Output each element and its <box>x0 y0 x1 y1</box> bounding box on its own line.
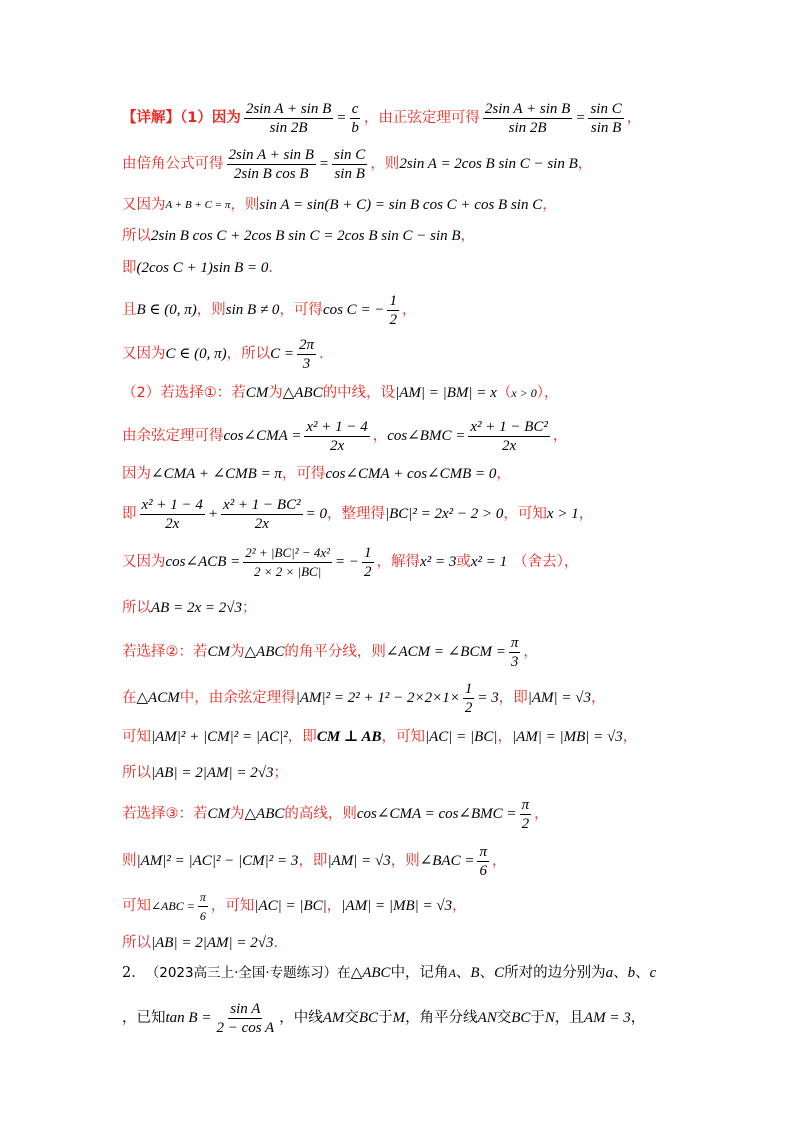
solution-line-20: 可知 ∠ABC = $\frac{\pi}{6}$ ，可知 |AC| = |BC| ， |AM| = |MB| = √3 ， <box>122 889 467 923</box>
fraction: $\frac{1}{2}$ <box>464 680 473 716</box>
fraction: $\frac{\pi}{6}$ <box>199 889 206 923</box>
fraction: $\frac{\pi}{2}$ <box>521 796 530 832</box>
problem-source: （2023高三上·全国·专题练习）在 <box>145 965 351 981</box>
solution-line-15: 在 △ACM 中，由余弦定理得 |AM|² = 2² + 1² − 2×2×1× $\frac{1}{2}$ = 3 ，即 |AM| = √3 ， <box>122 680 606 716</box>
fraction: $\frac{\text{sin C}}{\text{sin B}}$ <box>334 146 366 182</box>
fraction: $\frac{\pi}{3}$ <box>510 634 519 670</box>
problem-2-line-2: ，已知 tan B = $\frac{\text{sin A}}{\text{2 − cos A}}$ ，中线 AM 交 BC 于 M ，角平分线 AN 交 BC 于 N ，且 AM = 3 ， <box>122 1000 646 1036</box>
solution-line-16: 可知 |AM|² + |CM|² = |AC|² ，即 CM ⊥ AB ，可知 |AC| = |BC| ， |AM| = |MB| = √3 ， <box>122 729 638 745</box>
fraction: $\frac{2\pi}{3}$ <box>299 336 315 372</box>
fraction: $\frac{\text{2sin A + sin B}}{\sin 2B}$ <box>484 100 571 136</box>
fraction: $\frac{\text{sin A}}{\text{2 − cos A}}$ <box>216 1000 275 1036</box>
solution-line-19: 则 |AM|² = |AC|² − |CM|² = 3 ，即 |AM| = √3 ，则 ∠BAC = $\frac{\pi}{6}$ ， <box>122 843 507 879</box>
fraction: $\frac{\text{2² + |BC|² − 4x²}}{2 \times 2 \times |BC|}$ <box>245 544 331 579</box>
solution-line-2: 由倍角公式可得 $\frac{\text{2sin A + sin B}}{\text{2sin B cos B}}$ = $\frac{\text{sin C}}{\text{sin B}}$ ，则 2sin A = 2cos B sin C − sin B ， <box>122 146 593 182</box>
fraction: $\frac{\text{2sin A + sin B}}{\sin 2B}$ <box>245 100 332 136</box>
solution-line-11: 即 $\frac{\text{x² + 1 − 4}}{2x}$ + $\frac{\text{x² + 1 − BC²}}{2x}$ = 0 ，整理得 |BC|² = 2x² − 2 > 0 ，可知 x > 1 ， <box>122 496 594 532</box>
solution-line-18: 若选择③：若 CM 为 △ABC 的高线，则 cos∠CMA = cos∠BMC = $\frac{\pi}{2}$ ， <box>122 796 549 832</box>
solution-label: 【详解】（1）因为 <box>122 110 241 126</box>
fraction: $\frac{\text{x² + 1 − BC²}}{2x}$ <box>223 496 301 532</box>
solution-line-13: 所以 AB = 2x = 2√3 ； <box>122 600 257 616</box>
fraction: $\frac{c}{b}$ <box>351 100 359 136</box>
solution-line-3: 又因为 A + B + C = π ，则 sin A = sin(B + C) = sin B cos C + cos B sin C ， <box>122 197 557 213</box>
solution-line-1: 【详解】（1）因为 $\frac{\text{2sin A + sin B}}{\sin 2B}$ = $\frac{c}{b}$ ，由正弦定理可得 $\frac{\text{2sin A + sin B}}{\sin 2B}$ = $\frac{\text{sin C}}{\text{sin B}}$ ， <box>122 100 642 136</box>
fraction: $\frac{\text{x² + 1 − 4}}{2x}$ <box>141 496 203 532</box>
solution-line-10: 因为 ∠CMA + ∠CMB = π ，可得 cos∠CMA + cos∠CMB = 0 ， <box>122 466 511 482</box>
fraction: $\frac{\text{2sin A + sin B}}{\text{2sin B cos B}}$ <box>228 146 314 182</box>
fraction: $\frac{1}{2}$ <box>364 544 372 580</box>
fraction: $\frac{\text{x² + 1 − BC²}}{2x}$ <box>470 418 548 454</box>
solution-line-21: 所以 |AB| = 2|AM| = 2√3 . <box>122 935 279 951</box>
solution-line-8: （2）若选择①：若 CM 为 △ABC 的中线，设 |AM| = |BM| = x （ x > 0 ）， <box>122 385 559 401</box>
fraction: $\frac{1}{2}$ <box>389 292 397 328</box>
fraction: $\frac{\text{x² + 1 − 4}}{2x}$ <box>306 418 368 454</box>
solution-line-14: 若选择②：若 CM 为 △ABC 的角平分线，则 ∠ACM = ∠BCM = $\frac{\pi}{3}$ ， <box>122 634 538 670</box>
solution-line-17: 所以 |AB| = 2|AM| = 2√3 ； <box>122 765 288 781</box>
solution-line-6: 且 B ∈ (0, π) ，则 sin B ≠ 0 ，可得 cos C = − $\frac{1}{2}$ ， <box>122 292 417 328</box>
fraction: $\frac{\text{sin C}}{\text{sin B}}$ <box>590 100 622 136</box>
solution-line-5: 即 (2cos C + 1)sin B = 0 . <box>122 260 274 276</box>
fraction: $\frac{\pi}{6}$ <box>479 843 487 879</box>
problem-number: 2． <box>122 965 146 981</box>
solution-line-7: 又因为 C ∈ (0, π) ，所以 C = $\frac{2\pi}{3}$ . <box>122 336 324 372</box>
solution-line-4: 所以 2sin B cos C + 2cos B sin C = 2cos B sin C − sin B ， <box>122 228 476 244</box>
solution-line-12: 又因为 cos∠ACB = $\frac{\text{2² + |BC|² − 4x²}}{2 \times 2 \times |BC|}$ = − $\frac{1}{2}$ ，解得 x² = 3 或 x² = 1 （舍去）， <box>122 544 579 580</box>
problem-2-line-1: 2． （2023高三上·全国·专题练习）在 △ABC 中，记角 A 、 B 、 C 所对的边分别为 a 、 b 、 c <box>122 965 657 981</box>
solution-line-9: 由余弦定理可得 cos∠CMA = $\frac{\text{x² + 1 − 4}}{2x}$ ， cos∠BMC = $\frac{\text{x² + 1 − BC²}}{2x}$ ， <box>122 418 568 454</box>
